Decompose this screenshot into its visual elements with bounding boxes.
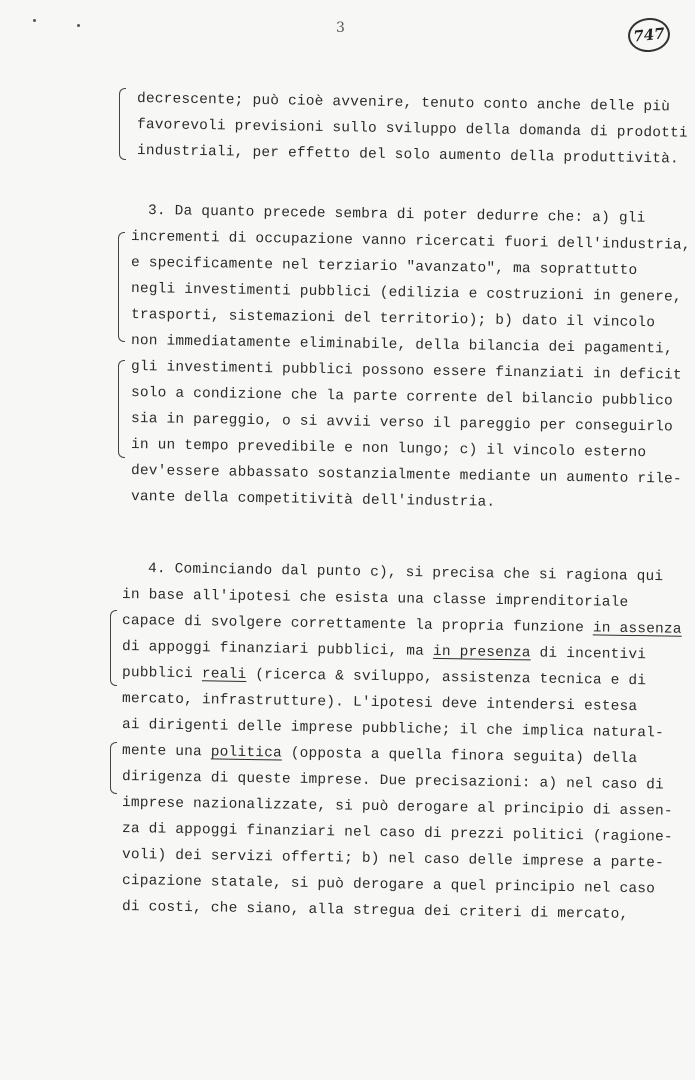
text-line: incrementi di occupazione vanno ricercati fuori dell'industria, bbox=[130, 229, 691, 254]
underlined-phrase: in assenza bbox=[592, 620, 682, 638]
text-line: in base all'ipotesi che esista una classe imprenditoriale bbox=[121, 587, 629, 611]
text-run: mente una bbox=[121, 743, 211, 761]
text-line: solo a condizione che la parte corrente del bilancio pubblico bbox=[130, 385, 674, 410]
archive-stamp: 747 bbox=[626, 16, 671, 54]
text-line: non immediatamente eliminabile, della bilancia dei pagamenti, bbox=[130, 333, 674, 358]
margin-bracket bbox=[118, 232, 125, 342]
text-line: gli investimenti pubblici possono essere finanziati in deficit bbox=[130, 359, 682, 384]
text-line: ai dirigenti delle imprese pubbliche; il che implica natural- bbox=[121, 717, 665, 742]
text-run: (opposta a quella finora seguita) della bbox=[281, 745, 638, 768]
text-line: imprese nazionalizzate, si può derogare al principio di assen- bbox=[121, 795, 673, 820]
text-line: negli investimenti pubblici (edilizia e costruzioni in genere, bbox=[130, 281, 682, 306]
text-line: decrescente; può cioè avvenire, tenuto conto anche delle più bbox=[136, 91, 671, 116]
text-line: 3. Da quanto precede sembra di poter dedurre che: a) gli bbox=[147, 203, 646, 227]
text-line bbox=[122, 612, 682, 639]
text-run: di incentivi bbox=[530, 645, 647, 664]
text-line: dirigenza di queste imprese. Due precisazioni: a) nel caso di bbox=[121, 769, 665, 794]
text-run: di appoggi finanziari pubblici, ma bbox=[121, 639, 434, 660]
text-line: di costi, che siano, alla stregua dei criteri di mercato, bbox=[121, 899, 629, 923]
text-line: cipazione statale, si può derogare a quel principio nel caso bbox=[121, 873, 656, 898]
scan-speck bbox=[77, 24, 80, 27]
text-line: voli) dei servizi offerti; b) nel caso delle imprese a parte- bbox=[121, 847, 665, 872]
text-line: sia in pareggio, o si avvii verso il pareggio per conseguirlo bbox=[130, 411, 674, 436]
text-run: capace di svolgere correttamente la propria funzione bbox=[121, 613, 594, 637]
text-line: dev'essere abbassato sostanzialmente mediante un aumento rile- bbox=[130, 463, 682, 488]
underlined-phrase: reali bbox=[201, 666, 247, 683]
text-line: in un tempo prevedibile e non lungo; c) il vincolo esterno bbox=[130, 437, 647, 462]
text-line bbox=[122, 742, 638, 768]
text-run: pubblici bbox=[121, 665, 203, 683]
text-line: vante della competitività dell'industria. bbox=[130, 489, 496, 511]
scan-speck bbox=[33, 19, 36, 22]
text-line: industriali, per effetto del solo aumento della produttività. bbox=[136, 143, 680, 168]
text-line: 4. Cominciando dal punto c), si precisa che si ragiona qui bbox=[147, 561, 664, 586]
page-number: 3 bbox=[336, 20, 345, 36]
text-line: trasporti, sistemazioni del territorio); b) dato il vincolo bbox=[130, 307, 656, 332]
text-line: favorevoli previsioni sullo sviluppo della domanda di prodotti bbox=[136, 117, 688, 142]
margin-bracket bbox=[110, 610, 117, 686]
margin-bracket bbox=[110, 742, 117, 794]
text-line: mercato, infrastrutture). L'ipotesi deve intendersi estesa bbox=[121, 691, 638, 716]
text-run: (ricerca & sviluppo, assistenza tecnica e di bbox=[246, 666, 647, 690]
text-line: za di appoggi finanziari nel caso di prezzi politici (ragione- bbox=[121, 821, 673, 846]
underlined-phrase: in presenza bbox=[432, 643, 531, 662]
text-line bbox=[122, 664, 647, 690]
margin-bracket bbox=[119, 88, 126, 160]
text-line: e specificamente nel terziario "avanzato", ma soprattutto bbox=[130, 255, 638, 279]
text-line bbox=[122, 638, 646, 664]
margin-bracket bbox=[118, 360, 125, 458]
underlined-phrase: politica bbox=[210, 744, 283, 762]
